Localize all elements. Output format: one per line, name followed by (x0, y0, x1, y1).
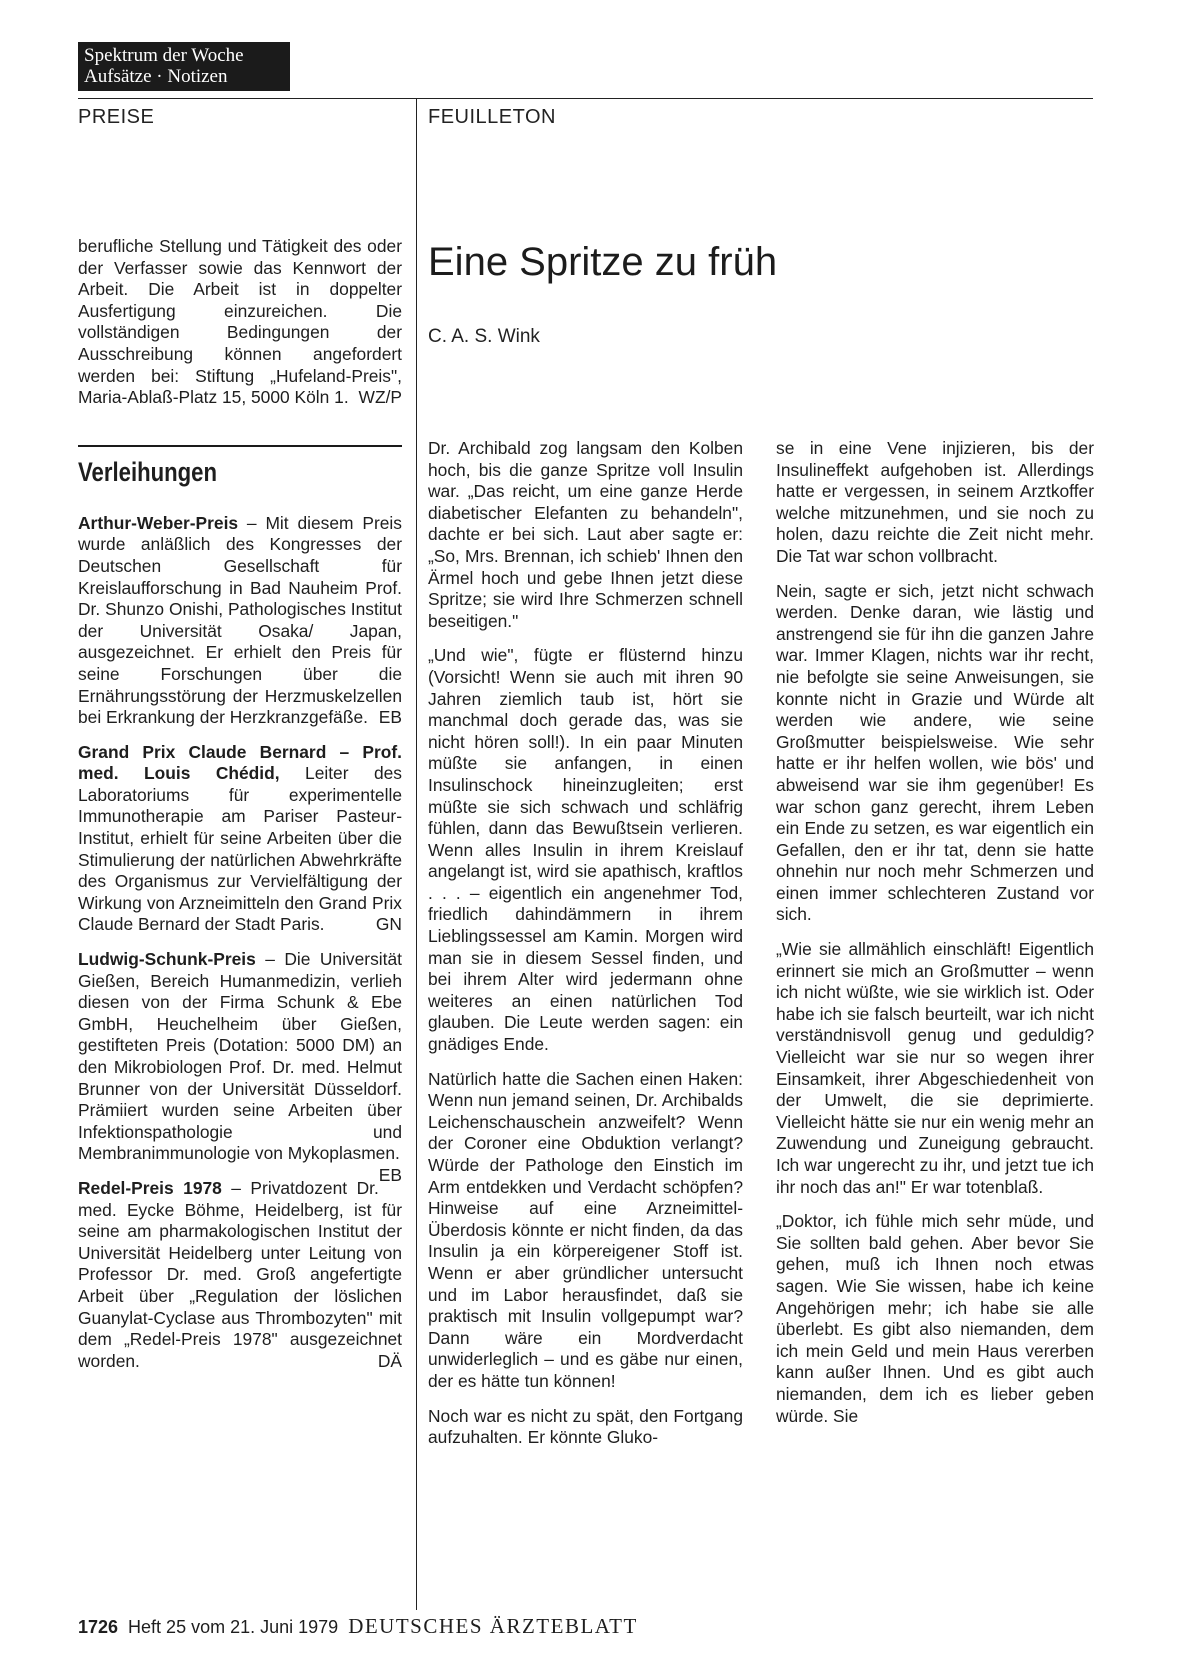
entry-ludwig-schunk (78, 949, 402, 1185)
article-paragraph: „Doktor, ich fühle mich sehr müde, und Sie sollten bald gehen. Aber bevor Sie gehen, muß ich Ihnen noch etwas sagen. Wie Sie wissen, habe ich keine Angehörigen mehr; ich habe sie alle überlebt. Es gibt also niemanden, dem ich mein Geld und mein Haus vererben kann außer Ihnen. Und es gibt auch niemanden, dem ich es lieber geben würde. Sie (776, 1211, 1094, 1426)
top-rule (78, 98, 1093, 99)
entry-title: Ludwig-Schunk-Preis (78, 949, 256, 970)
entry-text: – Die Universität Gießen, Bereich Humanmedizin, verlieh diesen von der Firma Schunk & Ebe GmbH, Heuchelheim über Gießen, gestifteten Preis (Dotation: 5000 DM) an den Mikrobiologen Prof. Dr. med. Helmut Brunner von der Universität Düsseldorf. Prämiiert wurden seine Arbeiten über Infektionspathologie und Membranimmunologie von Mykoplasmen. (78, 949, 402, 1164)
header-line-2: Aufsätze · Notizen (84, 66, 228, 87)
article-paragraph: Nein, sagte er sich, jetzt nicht schwach werden. Denke daran, wie lästig und anstrengend sie für ihn die ganzen Jahre war. Immer Klagen, nichts war ihr recht, nie befolgte sie seine Anweisungen, sie konnte nicht in Grazie und Würde alt werden wie andere, wie seine Großmutter beispielsweise. Wie sehr hatte er ihr helfen wollen, wie bös' und abweisend war sie ihm gegenüber! Es war schon ganz gerecht, ihrem Leben ein Ende zu setzen, es war eigentlich ein Gefallen, den er ihr tat, denn sie hatte ohnehin nur noch mehr Schmerzen und einen immer schlechteren Zustand vor sich. (776, 580, 1094, 925)
article-paragraph: „Wie sie allmählich einschläft! Eigentlich erinnert sie mich an Großmutter – wenn ich nicht wüßte, wie sie wirklich ist. Oder habe ich sie falsch beurteilt, war ich nicht verständnisvoll genug und geduldig? Vielleicht war sie nur so wegen ihrer Einsamkeit, ihrer Abgeschiedenheit von der Umwelt, die sie deprimierte. Vielleicht hätte sie nur ein wenig mehr an Zuwendung und Zuneigung gebraucht. Ich war ungerecht zu ihr, und jetzt tue ich ihr noch das an!" Er war totenblaß. (776, 939, 1094, 1197)
article-paragraph: Dr. Archibald zog langsam den Kolben hoch, bis die ganze Spritze voll Insulin war. „Das reicht, um eine ganze Herde diabetischer Elefanten zu behandeln", dachte er bei sich. Laut aber sagte er: „So, Mrs. Brennan, ich schieb' Ihnen den Ärmel hoch und gebe Ihnen jetzt diese Spritze; sie wird Ihre Schmerzen schnell beseitigen." (428, 438, 743, 631)
page-number: 1726 (78, 1617, 119, 1637)
article-column-2 (776, 438, 1094, 1440)
entry-text: – Privatdozent Dr. med. Eycke Böhme, Heidelberg, ist für seine am pharmakologischen Institut der Universität Heidelberg unter Leitung von Professor Dr. med. Groß angefertigte Arbeit über „Regulation der löslichen Guanylat-Cyclase aus Thrombozyten" mit dem „Redel-Preis 1978" ausgezeichnet worden. (78, 1177, 402, 1371)
entry-text: Leiter des Laboratoriums für experimentelle Immunotherapie am Pariser Pasteur-Institut, erhielt für seine Arbeiten über die Stimulierung der natürlichen Abwehrkräfte des Organismus zur Vervielfältigung der Wirkung von Arzneimitteln den Grand Prix Claude Bernard der Stadt Paris. (78, 763, 402, 935)
issue-info: Heft 25 vom 21. Juni 1979 (128, 1617, 339, 1637)
section-header-box (78, 42, 290, 91)
article-paragraph: se in eine Vene injizieren, bis der Insulineffekt aufgehoben ist. Allerdings hatte er vergessen, in seinem Arztkoffer welche mitzunehmen, und sie noch zu holen, dazu reichte die Zeit nicht mehr. Die Tat war schon vollbracht. (776, 438, 1094, 566)
entry-tag: GN (375, 914, 402, 935)
subhead-rule (78, 445, 402, 447)
page-footer (78, 1614, 638, 1639)
entry-tag: EB (378, 707, 402, 728)
intro-tag: WZ/P (358, 387, 402, 408)
entry-tag: EB (378, 1164, 402, 1185)
intro-text: berufliche Stellung und Tätigkeit des oder der Verfasser sowie das Kennwort der Arbeit. Die Arbeit ist in doppelter Ausfertigung einzureichen. Die vollständigen Bedingungen der Ausschreibung können angefordert werden bei: Stiftung „Hufeland-Preis", Maria-Ablaß-Platz 15, 5000 Köln 1. (78, 236, 402, 408)
section-label-preise: PREISE (78, 106, 155, 128)
header-line-1: Spektrum der Woche (84, 45, 244, 66)
entry-title: Arthur-Weber-Preis (78, 512, 239, 533)
article-paragraph: Natürlich hatte die Sachen einen Haken: Wenn nun jemand seinen, Dr. Archibalds Leichenschauschein anzweifelt? Wenn der Coroner eine Obduktion verlangt? Würde der Pathologe den Einstich im Arm entdekken und Verdacht schöpfen? Hinweise auf eine Arzneimittel-Überdosis könnte er nicht finden, da das Insulin ja ein körpereigener Stoff ist. Wenn er aber gründlicher untersucht und im Labor herausfindet, daß sie praktisch mit Insulin vollgepumpt war? Dann wäre ein Mordverdacht unwiderleglich – und es gäbe nur einen, der es hätte tun können! (428, 1068, 743, 1391)
article-column-1 (428, 438, 743, 1462)
article-paragraph: Noch war es nicht zu spät, den Fortgang aufzuhalten. Er könnte Gluko- (428, 1405, 743, 1448)
subhead-verleihungen: Verleihungen (78, 456, 218, 487)
entry-title: Redel-Preis 1978 (78, 1177, 222, 1198)
article-title: Eine Spritze zu früh (428, 240, 778, 284)
entry-text: – Mit diesem Preis wurde anläßlich des Kongresses der Deutschen Gesellschaft für Kreislaufforschung in Bad Nauheim Prof. Dr. Shunzo Onishi, Pathologisches Institut der Universität Osaka/ Japan, ausgezeichnet. Er erhielt den Preis für seine Forschungen über die Ernährungsstörung der Herzmuskelzellen bei Erkrankung der Herzkranzgefäße. (78, 512, 402, 728)
entry-title: Grand Prix Claude Bernard – Prof. med. Louis Chédid, (78, 741, 402, 784)
journal-name: DEUTSCHES ÄRZTEBLATT (348, 1614, 638, 1638)
intro-paragraph (78, 236, 402, 409)
article-author: C. A. S. Wink (428, 326, 540, 347)
entry-arthur-weber (78, 513, 402, 729)
entry-tag: DÄ (377, 1350, 402, 1371)
entry-redel (78, 1178, 402, 1372)
article-paragraph: „Und wie", fügte er flüsternd hinzu (Vorsicht! Wenn sie auch mit ihren 90 Jahren ziemlich taub ist, hört sie manchmal doch gerade das, was sie nicht hören soll!). In ein paar Minuten müßte sie anfangen, in einen Insulinschock hineinzugleiten; erst müßte sie sich schwach und schläfrig fühlen, dann das Bewußtsein verlieren. Wenn alles Insulin in ihrem Kreislauf angelangt ist, wird sie apathisch, kraftlos . . . – eigentlich ein angenehmer Tod, friedlich dahindämmern in ihrem Lieblingssessel am Kamin. Morgen wird man sie in diesem Sessel finden, und bei ihrem Alter wird jedermann ohne weiteres an einen natürlichen Tod glauben. Die Leute werden sagen: ein gnädiges Ende. (428, 645, 743, 1055)
section-label-feuilleton: FEUILLETON (428, 106, 556, 128)
entry-grand-prix (78, 742, 402, 936)
left-column (78, 236, 402, 1385)
column-divider (416, 98, 417, 1610)
